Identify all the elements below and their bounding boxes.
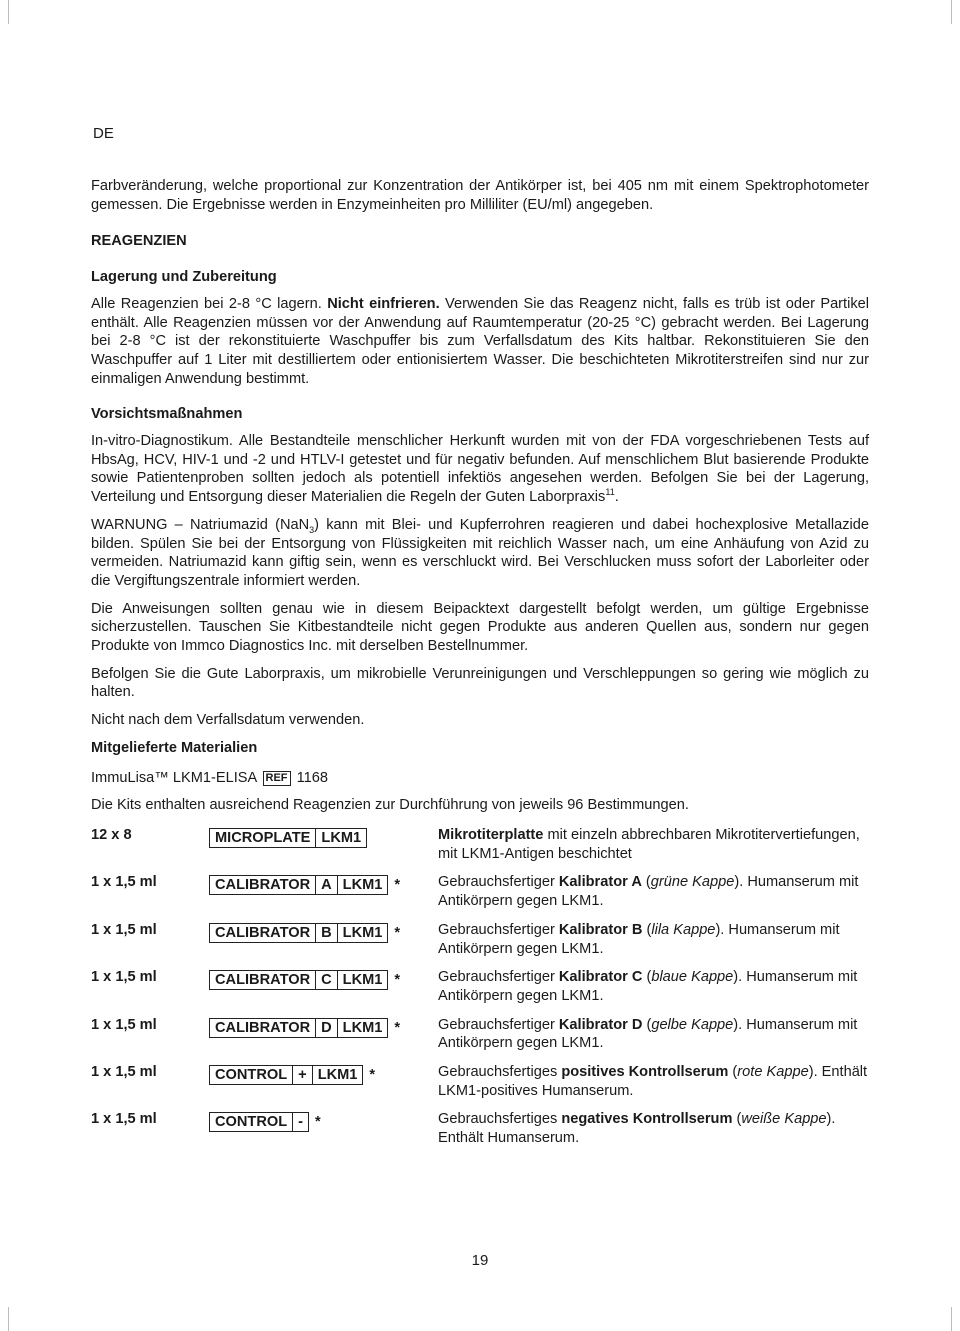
reagent-description: Gebrauchsfertiger Kalibrator C (blaue Kappe). Humanserum mit Antikörpern gegen LKM1. — [438, 969, 858, 1004]
reagent-description: Gebrauchsfertiger Kalibrator B (lila Kappe). Humanserum mit Antikörpern gegen LKM1. — [438, 921, 840, 957]
label-part: LKM1 — [337, 971, 388, 989]
footnote-star: * — [394, 1019, 401, 1036]
language-code: DE — [93, 125, 114, 142]
materials-table — [91, 826, 870, 1158]
reagent-label — [209, 1065, 363, 1085]
precautions-paragraph-1: In-vitro-Diagnostikum. Alle Bestandteile menschlicher Herkunft wurden mit von der FDA vorgeschriebenen Tests auf HbsAg, HCV, HIV-1 und -2 und HTLV-I getestet und für negativ befunden. Auf menschlichem Blut basierende Produkte sowie Patientenproben sollten jedoch als potentiell infektiös angesehen werden. Befolgen Sie bei der Lagerung, Verteilung und Entsorgung dieser Materialien die Regeln der Guten Laborpraxis$^{11}$. — [91, 433, 869, 506]
crop-mark — [8, 1307, 9, 1331]
label-part: MICROPLATE — [215, 830, 311, 846]
document-body — [91, 177, 869, 815]
quantity: 1 x 1,5 ml — [91, 921, 157, 938]
table-row — [91, 1063, 870, 1110]
reagent-label-cell — [209, 921, 438, 968]
table-row — [91, 873, 870, 920]
footnote-star: * — [394, 877, 401, 894]
footnote-star: * — [394, 972, 401, 989]
label-part: CONTROL — [215, 1114, 288, 1131]
reagent-description: Gebrauchsfertiges positives Kontrollserum (rote Kappe). Enthält LKM1-positives Humanserum. — [438, 1064, 868, 1099]
reagent-label — [209, 970, 388, 990]
table-row — [91, 1016, 870, 1063]
reagent-label — [209, 1112, 309, 1132]
materials-heading: Mitgelieferte Materialien — [91, 739, 258, 756]
storage-heading: Lagerung und Zubereitung — [91, 269, 277, 286]
kit-note: Die Kits enthalten ausreichend Reagenzien zur Durchführung von jeweils 96 Bestimmungen. — [91, 797, 689, 814]
crop-mark — [951, 0, 952, 24]
page-number: 19 — [471, 1252, 489, 1269]
label-part: A — [315, 876, 337, 894]
crop-mark — [951, 1307, 952, 1331]
label-part: - — [292, 1113, 308, 1131]
table-row — [91, 968, 870, 1015]
expiry-paragraph: Nicht nach dem Verfallsdatum verwenden. — [91, 712, 365, 729]
label-part: + — [292, 1066, 312, 1084]
quantity: 1 x 1,5 ml — [91, 969, 157, 986]
reagent-label — [209, 875, 388, 895]
warning-paragraph: WARNUNG – Natriumazid (NaN$_3$) kann mit Blei- und Kupferrohren reagieren und dabei hochexplosive Metallazide bilden. Spülen Sie bei der Entsorgung von Flüssigkeiten mit reichlich Wasser nach, um eine Anhäufung von Azid zu vermeiden. Natriumazid kann giftig sein, wenn es verschluckt wird. Bei Verschlucken muss sofort der Laborleiter oder die Vergiftungszentrale informiert werden. — [91, 516, 869, 589]
reagent-label-cell — [209, 873, 438, 920]
label-part: CALIBRATOR — [215, 1019, 311, 1036]
reagent-description: Gebrauchsfertiges negatives Kontrollserum (weiße Kappe). Enthält Humanserum. — [438, 1111, 836, 1147]
reagent-label-cell — [209, 1063, 438, 1110]
label-part: CALIBRATOR — [215, 924, 311, 941]
table-row — [91, 826, 870, 873]
product-line — [91, 769, 869, 788]
quantity: 1 x 1,5 ml — [91, 1111, 157, 1128]
label-part: D — [315, 1019, 337, 1037]
label-part: CONTROL — [215, 1067, 288, 1084]
label-part: CALIBRATOR — [215, 877, 311, 894]
reagent-label-cell — [209, 1110, 438, 1157]
label-part: LKM1 — [315, 829, 366, 847]
reagent-label-cell — [209, 826, 438, 873]
lab-practice-paragraph: Befolgen Sie die Gute Laborpraxis, um mikrobielle Verunreinigungen und Verschleppungen so gering wie möglich zu halten. — [91, 665, 869, 701]
instructions-paragraph: Die Anweisungen sollten genau wie in diesem Beipacktext dargestellt befolgt werden, um gültige Ergebnisse sicherzustellen. Tauschen Sie Kitbestandteile nicht gegen Produkte aus anderen Quellen aus, sondern nur gegen Produkte von Immco Diagnostics Inc. mit derselben Bestellnummer. — [91, 600, 869, 655]
quantity: 12 x 8 — [91, 827, 132, 843]
reagent-label — [209, 828, 367, 848]
quantity: 1 x 1,5 ml — [91, 1016, 157, 1033]
section-title: REAGENZIEN — [91, 233, 187, 250]
table-row — [91, 921, 870, 968]
crop-mark — [8, 0, 9, 24]
label-part: CALIBRATOR — [215, 972, 311, 989]
label-part: LKM1 — [312, 1066, 363, 1084]
label-part: LKM1 — [337, 924, 388, 942]
label-part: LKM1 — [337, 1019, 388, 1037]
label-part: B — [315, 924, 337, 942]
ref-symbol: REF — [263, 771, 291, 786]
ref-number: 1168 — [296, 769, 328, 786]
intro-paragraph: Farbveränderung, welche proportional zur Konzentration der Antikörper ist, bei 405 nm mit einem Spektrophotometer gemessen. Die Ergebnisse werden in Enzymeinheiten pro Milliliter (EU/ml) angegeben. — [91, 178, 869, 213]
table-row — [91, 1110, 870, 1157]
label-part: C — [315, 971, 337, 989]
reagent-description: Gebrauchsfertiger Kalibrator D (gelbe Kappe). Humanserum mit Antikörpern gegen LKM1. — [438, 1016, 858, 1052]
footnote-star: * — [315, 1114, 321, 1131]
quantity: 1 x 1,5 ml — [91, 874, 157, 891]
reagent-label — [209, 1018, 388, 1038]
storage-paragraph: Alle Reagenzien bei 2-8 °C lagern. Nicht einfrieren. Verwenden Sie das Reagenz nicht, falls es trüb ist oder Partikel enthält. Alle Reagenzien müssen vor der Anwendung auf Raumtemperatur (20-25 °C) gebracht werden. Bei Lagerung bei 2-8 °C ist der rekonstituierte Waschpuffer bis zum Verfallsdatum des Kits haltbar. Rekonstituieren Sie den Waschpuffer auf 1 Liter mit destilliertem oder entionisiertem Wasser. Die beschichteten Mikrotiterstreifen sind nur zur einmaligen Anwendung bestimmt. — [91, 295, 869, 387]
reagent-description: Gebrauchsfertiger Kalibrator A (grüne Kappe). Humanserum mit Antikörpern gegen LKM1. — [438, 874, 859, 910]
quantity: 1 x 1,5 ml — [91, 1064, 157, 1081]
product-name: ImmuLisa™ LKM1-ELISA — [91, 769, 257, 786]
reagent-label-cell — [209, 968, 438, 1015]
footnote-star: * — [369, 1067, 376, 1084]
footnote-star: * — [394, 924, 401, 941]
reagent-label — [209, 923, 388, 943]
label-part: LKM1 — [337, 876, 388, 894]
reagent-label-cell — [209, 1016, 438, 1063]
reagent-description: Mikrotiterplatte mit einzeln abbrechbaren Mikrotitervertiefungen, mit LKM1-Antigen beschichtet — [438, 827, 860, 862]
precautions-heading: Vorsichtsmaßnahmen — [91, 406, 243, 423]
